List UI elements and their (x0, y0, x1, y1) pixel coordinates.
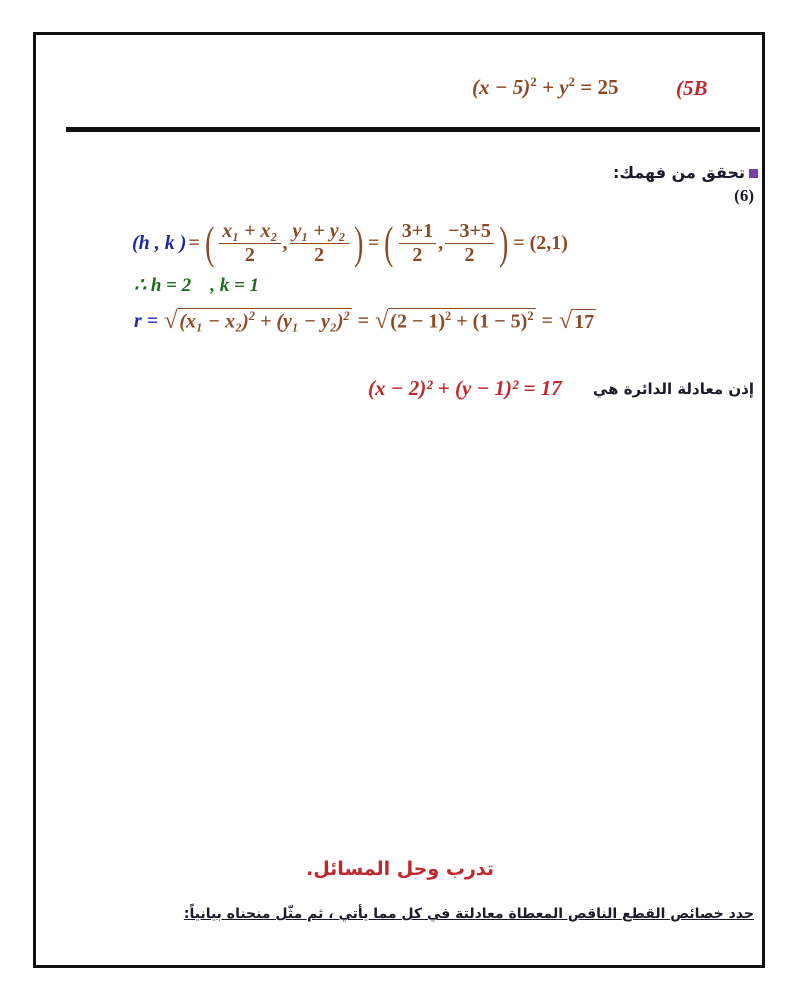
term2: (y₁ − y₂) (276, 310, 344, 333)
radius-lhs: r = (134, 310, 159, 332)
midpoint-eq1: = (188, 231, 200, 254)
frac-n1-den: 2 (412, 243, 423, 266)
paren-close-2: ) (498, 217, 509, 268)
conclusion-label: إذن معادلة الدائرة هي (592, 380, 754, 398)
term2-exp: 2 (343, 309, 350, 324)
radius-formula (134, 308, 596, 335)
practice-instruction: حدد خصائص القطع الناقص المعطاة معادلتة في كل مما يأتي ، ثم مثّل منحناه بيانياً: (183, 906, 754, 922)
practice-title: تدرب وحل المسائل. (306, 858, 494, 880)
center-values: ∴ h = 2 , k = 1 (134, 275, 260, 296)
frac-x-values (399, 220, 436, 267)
midpoint-formula: (h , k ) = ( $\frac{\text{x₁ + x₂}}{2}$ , $\frac{\text{y₁ + y₂}}{2}$ ) = ( $\frac{3+1}{2}$ , $\frac{-3+5}{2}$ ) = (2,1) (132, 217, 568, 268)
frac-y-general (290, 220, 349, 267)
radius-result: 17 (574, 310, 595, 333)
frac-y-values (445, 220, 494, 267)
paren-open-1: ( (204, 217, 215, 268)
plus2: + (456, 310, 468, 333)
sqrt-content-1 (177, 308, 351, 335)
section-heading-text: تحقق من فهمك: (613, 163, 745, 182)
frac-x-general (219, 220, 280, 267)
term4-exp: 2 (527, 309, 534, 324)
radius-eq2: = (357, 310, 370, 332)
sqrt-content-2 (388, 308, 535, 335)
plus1: + (259, 310, 272, 333)
frac-y-den: 2 (314, 243, 325, 266)
circle-equation-top (472, 74, 619, 100)
eq-lhs1: (x − 5) (472, 75, 531, 99)
sqrt-sign-2: √ (375, 308, 389, 334)
frac-n2: −3+5 (445, 220, 494, 244)
midpoint-eq2: = (367, 231, 380, 254)
term4: (1 − 5) (472, 310, 528, 333)
frac-y-num: y₁ + y₂ (290, 220, 349, 244)
term3: (2 − 1) (390, 310, 445, 333)
midpoint-lhs: (h , k ) (132, 231, 187, 254)
term1: (x₁ − x₂) (179, 310, 249, 333)
sqrt-sign-1: √ (164, 308, 178, 334)
paren-open-2: ( (384, 217, 394, 268)
eq-plus: + y (541, 75, 569, 99)
radius-eq3: = (541, 310, 553, 332)
frac-n1: 3+1 (399, 220, 436, 244)
section-heading (613, 163, 758, 182)
paren-close-1: ) (353, 217, 363, 268)
section-number: (6) (734, 186, 754, 205)
frac-x-den: 2 (244, 243, 255, 266)
sqrt-sign-3: √ (558, 308, 573, 334)
term3-exp: 2 (445, 309, 452, 324)
circle-equation-final: (x − 2)² + (y − 1)² = 17 (368, 376, 562, 400)
eq-exp2: 2 (568, 74, 576, 89)
frac-n2-den: 2 (464, 243, 475, 266)
horizontal-divider (66, 127, 760, 132)
frac-x-num: x₁ + x₂ (219, 220, 280, 244)
bullet-square-icon (749, 169, 758, 178)
problem-label: (5B (676, 76, 708, 100)
eq-exp1: 2 (530, 74, 537, 89)
term1-exp: 2 (248, 309, 255, 324)
midpoint-result: = (2,1) (513, 231, 568, 254)
eq-rhs: = 25 (580, 75, 619, 99)
